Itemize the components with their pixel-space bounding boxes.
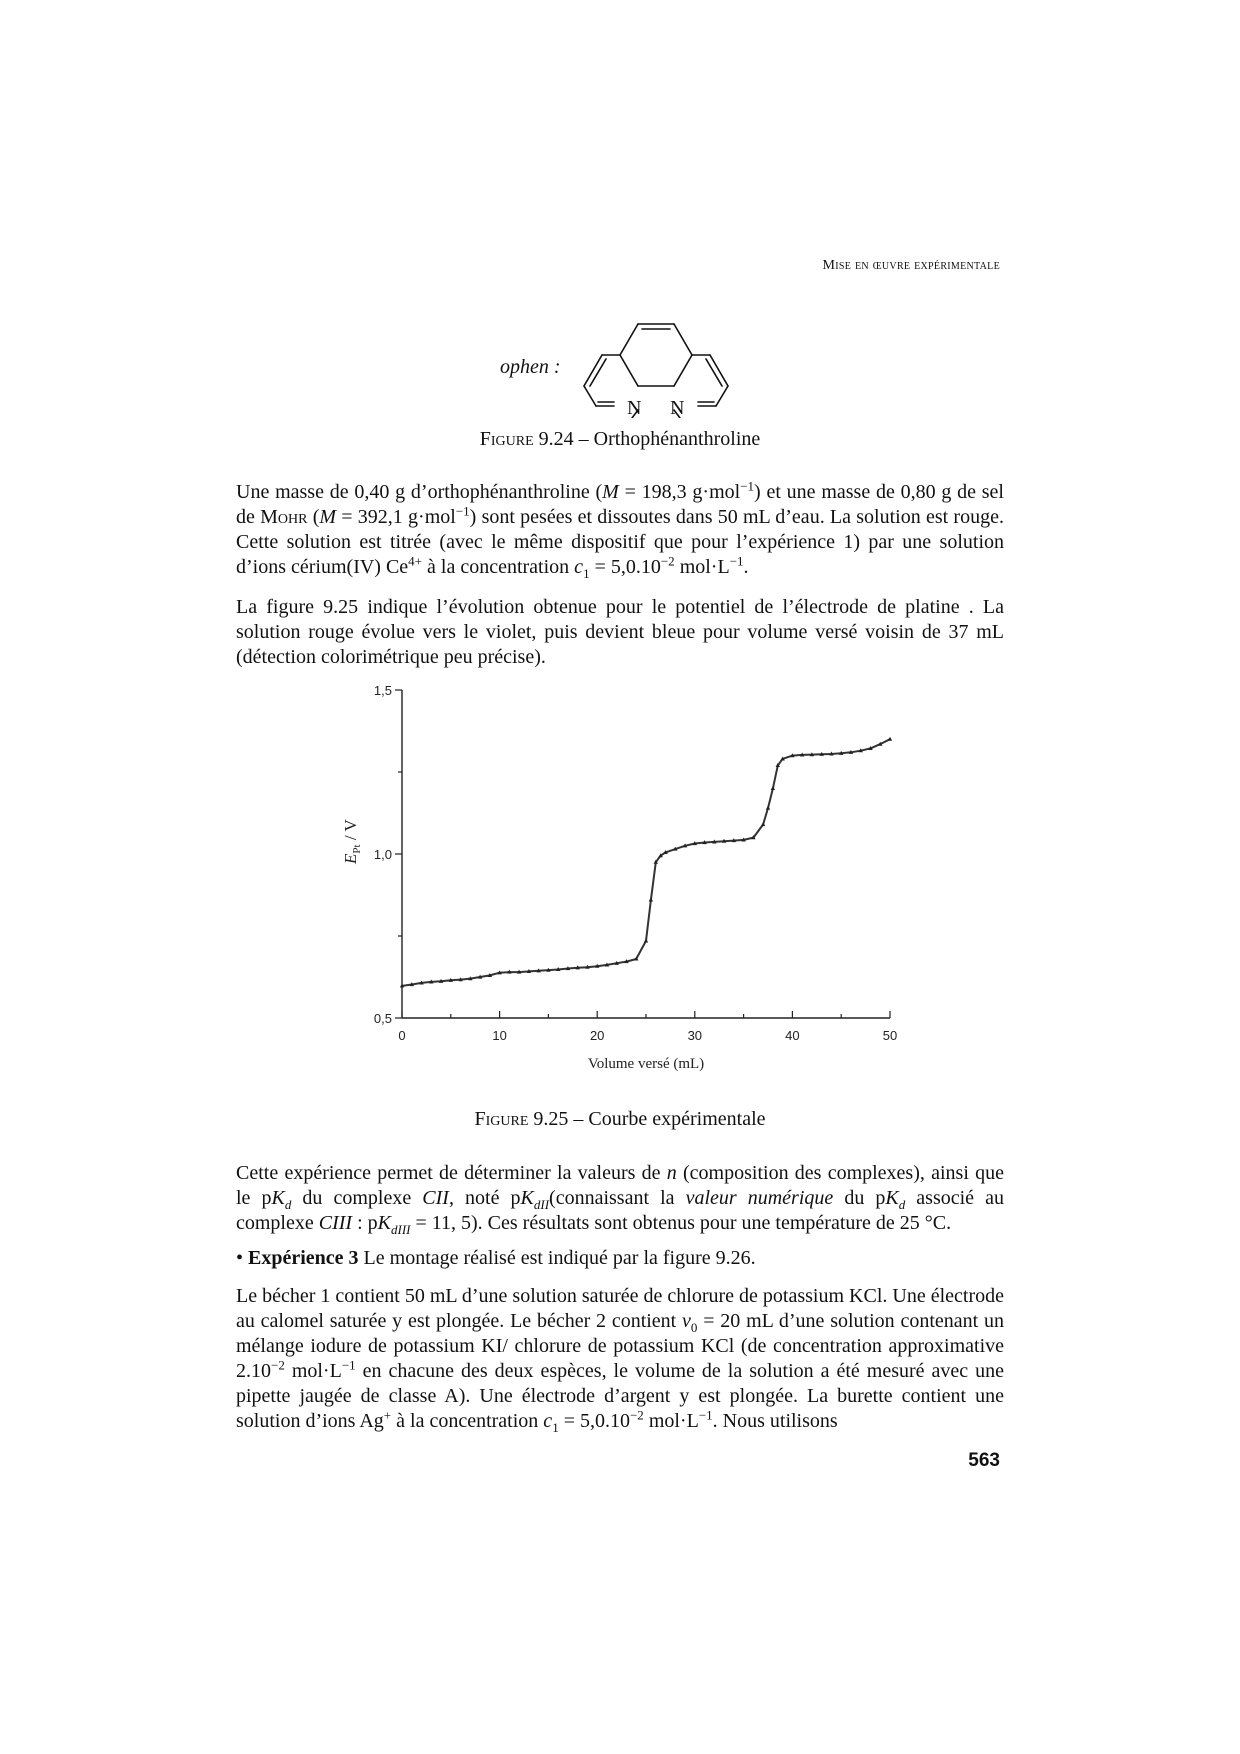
paragraph-4: • Expérience 3 Le montage réalisé est indiqué par la figure 9.26. [236,1247,756,1269]
figure-9-24-prefix: Figure [479,428,534,450]
x-tick-label: 10 [492,1028,507,1043]
nitrogen-right: N [670,397,685,418]
titration-chart [330,670,910,1110]
x-axis-label: Volume versé (mL) [587,1056,705,1072]
paragraph-2: La figure 9.25 indique l’évolution obtenue pour le potentiel de l’électrode de platine . La solution rouge évolue vers le violet, puis devient bleue pour volume versé voisin de 37 mL (détection colorimétrique peu précise). [236,596,1004,668]
running-header [823,258,1000,274]
nitrogen-left: N [627,397,642,418]
phenanthroline-structure [570,318,742,418]
x-tick-label: 50 [882,1028,898,1043]
data-point [649,898,653,902]
figure-9-25-title: 9.25 – Courbe expérimentale [528,1108,766,1130]
page-number: 563 [968,1450,1000,1471]
x-tick-label: 20 [589,1028,605,1043]
data-point [766,806,770,810]
x-tick-label: 40 [785,1028,800,1043]
y-tick-label: 1,5 [373,683,392,698]
ophen-label: ophen : [500,356,561,378]
data-point [888,737,892,741]
running-title: Mise en œuvre expérimentale [822,258,1000,273]
figure-9-25-caption [0,1108,1240,1131]
chart-svg [330,670,910,1110]
paragraph-5: Le bécher 1 contient 50 mL d’une solution saturée de chlorure de potassium KCl. Une électrode au calomel saturée y est plongée. Le bécher 2 contient $v_0 = 20$ mL d’une solution contenant un mélange iodure de potassium KI/ chlorure de potassium KCl (de concentration approximative $2.10^{-2}$ $mol\cdot L^{-1}$ en chacune des deux espèces, le volume de la solution a été mesuré avec une pipette jaugée de classe A). Une électrode d’argent y est plongée. La burette contient une solution d’ions Ag+ à la concentration $c_1 = 5,0.10^{-2}$ $mol\cdot L^{-1}$. Nous utilisons [236,1285,1004,1435]
x-tick-label: 30 [687,1028,703,1043]
figure-9-24-title: 9.24 – Orthophénanthroline [533,428,761,450]
y-tick-label: 1,0 [373,847,392,862]
y-tick-label: 0,5 [373,1011,392,1026]
paragraph-3: Cette expérience permet de déterminer la valeurs de n (composition des complexes), ainsi que le $pK_d$ du complexe CII, noté $pK_{dII}(connaissant$ la valeur numérique du $pK_d$ associé au complexe CIII : $pK_{dIII} = 11$, 5). Ces résultats sont obtenus pour une température de 25 °C. [236,1162,1004,1237]
y-axis-label: $E_{Pt}$ / V [341,819,363,864]
series-line [402,739,890,986]
figure-9-24-caption [0,428,1240,451]
paragraph-1: Une masse de 0,40 g d’orthophénanthroline (M = 198,3 g·mol$^{-1}$) et une masse de 0,80 g de sel de Mohr (M = 392,1 g·mol$^{-1}$) sont pesées et dissoutes dans 50 mL d’eau. La solution est rouge. Cette solution est titrée (avec le même dispositif que pour l’expérience 1) par une solution d’ions cérium(IV) $Ce^{4+}$ à la concentration $c_1 = 5,0.10^{-2}$ $mol\cdot L^{-1}$. [236,478,1004,581]
figure-9-25-prefix: Figure [474,1108,529,1130]
data-point [771,786,775,790]
data-point [644,939,648,943]
x-tick-label: 0 [398,1028,406,1043]
